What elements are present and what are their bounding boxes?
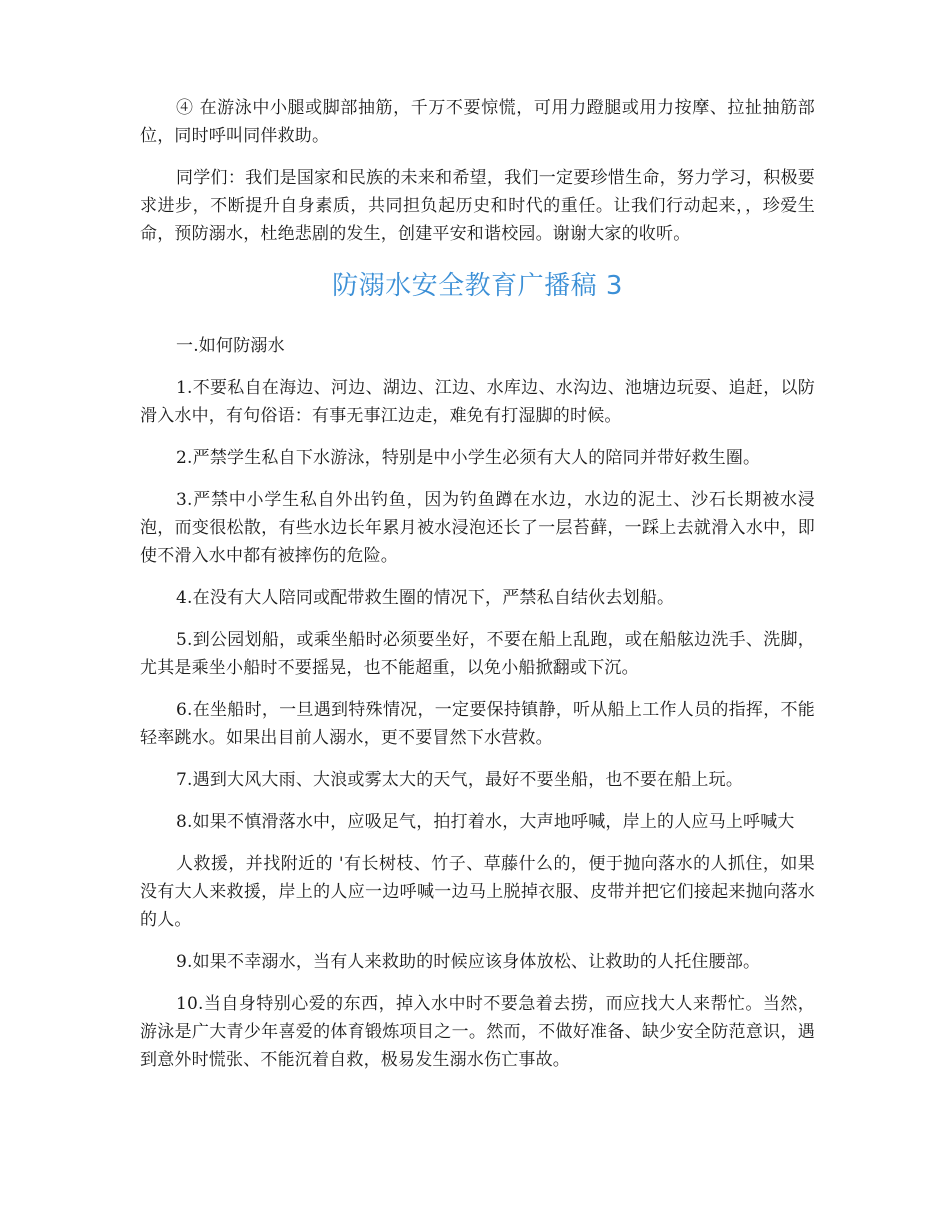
paragraph-subheading: 一.如何防溺水	[176, 336, 285, 356]
document-page	[140, 94, 815, 1088]
paragraph-closing-remarks: 同学们：我们是国家和民族的未来和希望，我们一定要珍惜生命，努力学习，积极要求进步，不断提升自身素质，共同担负起历史和时代的重任。让我们行动起来，，珍爱生命，预防溺水，杜绝悲剧的发生，创建平安和谐校园。谢谢大家的收听。	[140, 168, 815, 244]
paragraph-item-5: 5.到公园划船，或乘坐船时必须要坐好，不要在船上乱跑，或在船舷边洗手、洗脚，尤其是乘坐小船时不要摇晃，也不能超重，以免小船掀翻或下沉。	[140, 630, 815, 678]
paragraph-item-8-continued: 人救援，并找附近的 '有长树枝、竹子、草藤什么的，便于抛向落水的人抓住，如果没有大人来救援，岸上的人应一边呼喊一边马上脱掉衣服、皮带并把它们接起来抛向落水的人。	[140, 854, 815, 930]
paragraph-item-9: 9.如果不幸溺水，当有人来救助的时候应该身体放松、让救助的人托住腰部。	[176, 952, 761, 972]
paragraph-item-6: 6.在坐船时，一旦遇到特殊情况，一定要保持镇静，听从船上工作人员的指挥，不能轻率跳水。如果出目前人溺水，更不要冒然下水营救。	[140, 700, 815, 748]
section-heading: 防溺水安全教育广播稿 3	[332, 271, 623, 301]
paragraph-item-10: 10.当自身特别心爱的东西，掉入水中时不要急着去捞，而应找大人来帮忙。当然，游泳是广大青少年喜爱的体育锻炼项目之一。然而，不做好准备、缺少安全防范意识，遇到意外时慌张、不能沉着自救，极易发生溺水伤亡事故。	[140, 994, 815, 1070]
paragraph-item-1: 1.不要私自在海边、河边、湖边、江边、水库边、水沟边、池塘边玩耍、追赶，以防滑入水中，有句俗语：有事无事江边走，难免有打湿脚的时候。	[140, 378, 815, 426]
paragraph-item-2: 2.严禁学生私自下水游泳，特别是中小学生必须有大人的陪同并带好救生圈。	[176, 448, 761, 468]
paragraph-item-7: 7.遇到大风大雨、大浪或雾太大的天气，最好不要坐船，也不要在船上玩。	[176, 770, 744, 790]
paragraph-item-4: 4.在没有大人陪同或配带救生圈的情况下，严禁私自结伙去划船。	[176, 588, 675, 608]
paragraph-cramp-advice: ④ 在游泳中小腿或脚部抽筋，千万不要惊慌，可用力蹬腿或用力按摩、拉扯抽筋部位，同时呼叫同伴救助。	[140, 98, 815, 146]
paragraph-item-3: 3.严禁中小学生私自外出钓鱼，因为钓鱼蹲在水边，水边的泥土、沙石长期被水浸泡，而变很松散，有些水边长年累月被水浸泡还长了一层苔藓，一踩上去就滑入水中，即使不滑入水中都有被摔伤的危险。	[140, 490, 815, 566]
paragraph-item-8: 8.如果不慎滑落水中，应吸足气，拍打着水，大声地呼喊，岸上的人应马上呼喊大	[176, 812, 795, 832]
